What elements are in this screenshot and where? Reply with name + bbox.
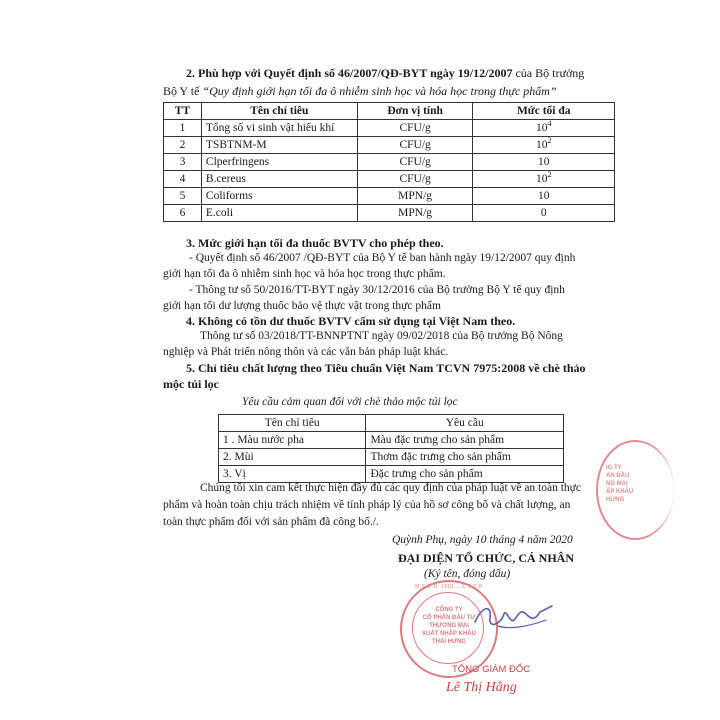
edge-seal-line: NG MẠI [606, 481, 628, 487]
cell-max [473, 188, 615, 205]
max-exp: 2 [547, 136, 552, 146]
section4-line1: Thông tư số 03/2018/TT-BNNPTNT ngày 09/02/2018 của Bộ trưởng Bộ Nông [200, 330, 563, 342]
cell-tt: 6 [164, 205, 202, 222]
cell-tt: 3 [164, 154, 202, 171]
limits-table [163, 102, 615, 222]
cell-name: Clperfringens [201, 154, 357, 171]
edge-seal-line: AN ĐẦU [606, 473, 630, 479]
header-tt: TT [164, 103, 202, 120]
cell-criteria: 3. Vị [219, 466, 366, 483]
max-base: 10 [535, 122, 548, 134]
cell-unit: MPN/g [357, 188, 473, 205]
stamp-line: XUẤT NHẬP KHẨU [422, 631, 476, 637]
representative-note: (Ký tên, đóng dấu) [424, 568, 511, 580]
max-base: 10 [537, 156, 550, 168]
section5-caption: Yêu cầu cảm quan đối với chè thảo mộc túi lọc [242, 396, 458, 408]
cell-criteria: 2. Mùi [219, 449, 366, 466]
table-row [164, 154, 615, 171]
header-requirement: Yêu cầu [366, 415, 564, 432]
table-row [219, 449, 564, 466]
max-base: 10 [535, 173, 548, 185]
stamp-ring-text: M.S.D.N: 1001... C.T.C.P [415, 584, 483, 590]
edge-seal-text [606, 464, 633, 504]
stamp-line: THƯƠNG MẠI [429, 623, 469, 629]
cell-criteria: 1 . Màu nước pha [219, 432, 366, 449]
max-base: 10 [537, 190, 550, 202]
commitment-line3: toàn thực phẩm đối với sản phẩm đã công bố./. [163, 516, 379, 528]
cell-tt: 4 [164, 171, 202, 188]
cell-tt: 5 [164, 188, 202, 205]
edge-seal-line: HƯNG [606, 497, 625, 503]
edge-seal-stamp [596, 440, 674, 540]
cell-tt: 2 [164, 137, 202, 154]
table-row [164, 188, 615, 205]
director-name: Lê Thị Hằng [446, 680, 517, 695]
cell-max [473, 154, 615, 171]
header-unit: Đơn vị tính [357, 103, 473, 120]
cell-max [473, 120, 615, 137]
section2-heading-bold: 2. Phù hợp với Quyết định số 46/2007/QĐ-BYT ngày 19/12/2007 [186, 66, 513, 80]
table-row [219, 432, 564, 449]
cell-name: B.cereus [201, 171, 357, 188]
table-row [164, 137, 615, 154]
cell-requirement: Thơm đặc trưng cho sản phẩm [366, 449, 564, 466]
sensory-table-header [219, 415, 564, 432]
stamp-line: CÔNG TY [435, 607, 463, 613]
cell-requirement: Màu đặc trưng cho sản phẩm [366, 432, 564, 449]
section2-heading-rest: của Bộ trưởng [512, 66, 585, 80]
header-max: Mức tối đa [473, 103, 615, 120]
header-name: Tên chỉ tiêu [201, 103, 357, 120]
section2-line2-prefix: Bộ Y tế [163, 84, 203, 98]
director-position: TỔNG GIÁM ĐỐC [452, 664, 531, 675]
cell-unit: MPN/g [357, 205, 473, 222]
cell-unit: CFU/g [357, 171, 473, 188]
section4-line2: nghiệp và Phát triển nông thôn và các văn bản pháp luật khác. [163, 346, 449, 358]
table-row [164, 205, 615, 222]
section2-heading [186, 66, 584, 81]
section3-p1-line2: giới hạn tối đa ô nhiễm sinh học và hóa học trong thực phẩm. [163, 268, 446, 280]
section2-line2 [163, 84, 557, 99]
stamp-line: THÁI HƯNG [432, 639, 466, 645]
cell-max [473, 137, 615, 154]
section3-p2-line1: - Thông tư số 50/2016/TT-BYT ngày 30/12/2016 của Bộ trưởng Bộ Y tế quy định [189, 284, 565, 296]
cell-unit: CFU/g [357, 137, 473, 154]
section3-p2-line2: giới hạn tối dư lượng thuốc bảo vệ thực vật trong thực phẩm [163, 300, 441, 312]
edge-seal-line: IG TY [606, 465, 622, 471]
cell-requirement: Đặc trưng cho sản phẩm [366, 466, 564, 483]
section3-heading: 3. Mức giới hạn tối đa thuốc BVTV cho phép theo. [186, 236, 444, 250]
limits-table-header [164, 103, 615, 120]
max-base: 10 [535, 139, 548, 151]
table-row [219, 466, 564, 483]
cell-name: Tổng số vi sinh vật hiếu khí [201, 120, 357, 137]
representative-title: ĐẠI DIỆN TỔ CHỨC, CÁ NHÂN [398, 551, 575, 565]
section4-heading: 4. Không có tồn dư thuốc BVTV cấm sử dụng tại Việt Nam theo. [186, 314, 516, 328]
table-row [164, 120, 615, 137]
place-date: Quỳnh Phụ, ngày 10 tháng 4 năm 2020 [392, 534, 573, 546]
cell-name: E.coli [201, 205, 357, 222]
cell-tt: 1 [164, 120, 202, 137]
sensory-table [218, 414, 564, 483]
cell-unit: CFU/g [357, 120, 473, 137]
edge-seal-line: ẬP KHẨU [606, 489, 634, 495]
stamp-line: CỔ PHẦN ĐẦU TƯ [422, 615, 476, 621]
section2-line2-italic: “Quy định giới hạn tối đa ô nhiễm sinh học và hóa học trong thực phẩm” [202, 84, 557, 98]
max-exp: 2 [547, 170, 552, 180]
signature-scribble [470, 596, 560, 636]
max-exp: 4 [547, 119, 552, 129]
section3-p1-line1: - Quyết định số 46/2007 /QĐ-BYT của Bộ Y tế ban hành ngày 19/12/2007 quy định [189, 252, 576, 264]
header-criteria: Tên chỉ tiêu [219, 415, 366, 432]
cell-unit: CFU/g [357, 154, 473, 171]
cell-max [473, 171, 615, 188]
cell-name: Coliforms [201, 188, 357, 205]
cell-max [473, 205, 615, 222]
commitment-line2: phẩm và hoàn toàn chịu trách nhiệm về tính pháp lý của hồ sơ công bố và chất lượng, an [163, 499, 571, 511]
max-base: 0 [540, 207, 547, 219]
table-row [164, 171, 615, 188]
cell-name: TSBTNM-M [201, 137, 357, 154]
commitment-line1: Chúng tôi xin cam kết thực hiện đầy đủ các quy định của pháp luật về an toàn thực [200, 482, 581, 494]
section5-heading-line2: mộc túi lọc [163, 377, 219, 391]
section5-heading-line1: 5. Chỉ tiêu chất lượng theo Tiêu chuẩn Việt Nam TCVN 7975:2008 về chè thảo [186, 361, 586, 375]
